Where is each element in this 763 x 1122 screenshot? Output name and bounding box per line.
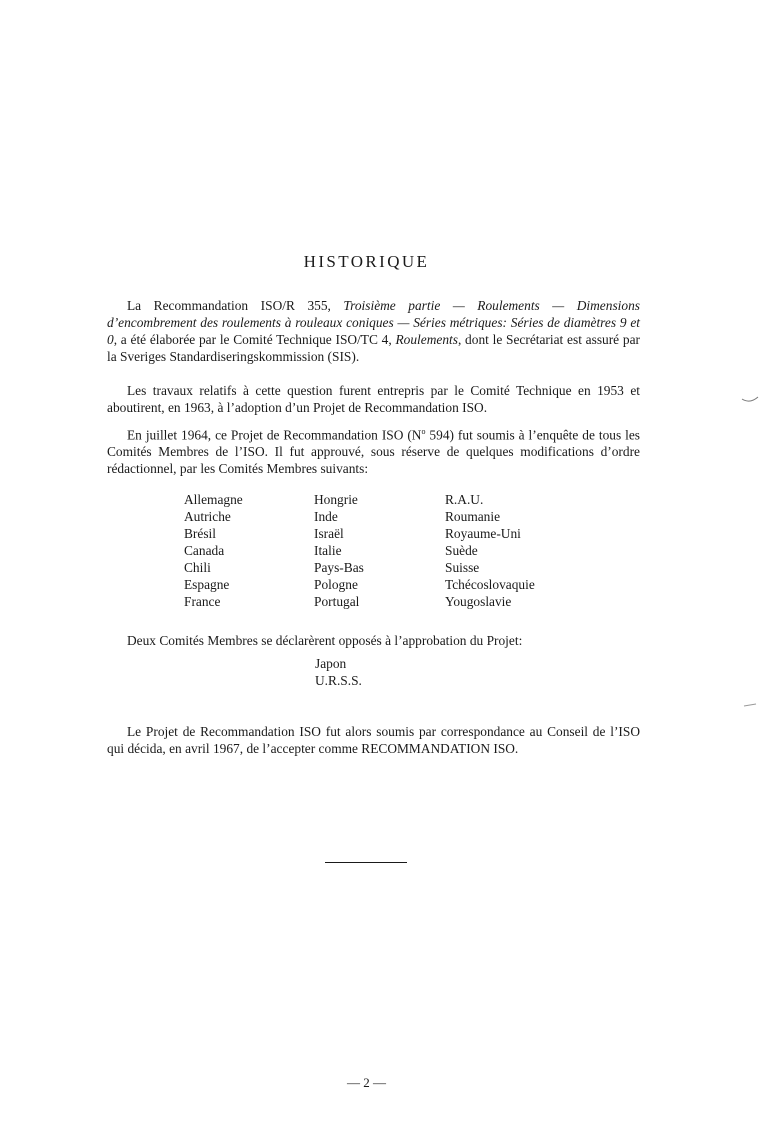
countries-column-3 (445, 491, 535, 610)
country-item: Chili (184, 560, 211, 575)
country-item: Pologne (314, 577, 358, 592)
para3-text-2: 594) fut soumis à l’enquête de tous les Comités Membres de l’ISO. Il fut approuvé, sous réserve de quelques modifications d’ordre rédactionnel, par les Comités Membres suivants: (107, 427, 641, 477)
country-item: U.R.S.S. (315, 673, 362, 688)
country-item: Portugal (314, 594, 360, 609)
para1-text-1: La Recommandation ISO/R 355, (127, 298, 344, 313)
country-item: Allemagne (184, 492, 243, 507)
para1-text-3: , dont le Secrétariat est assuré par la Sveriges Standardiseringskommission (SIS). (107, 332, 640, 364)
country-item: R.A.U. (445, 492, 484, 507)
country-item: Royaume-Uni (445, 526, 521, 541)
countries-column-1 (184, 491, 243, 610)
country-item: Inde (314, 509, 338, 524)
para2-text: Les travaux relatifs à cette question furent entrepris par le Comité Technique en 1953 et aboutirent, en 1963, à l’adoption d’un Projet de Recommandation ISO. (107, 383, 640, 415)
page-title: HISTORIQUE (303, 252, 430, 271)
para1-committee-italic: Roulements (395, 332, 458, 347)
country-item: Canada (184, 543, 225, 558)
country-item: Pays-Bas (314, 560, 364, 575)
para5-text: Le Projet de Recommandation ISO fut alors soumis par correspondance au Conseil de l’ISO qui décida, en avril 1967, de l’accepter comme RECOMMANDATION ISO. (107, 724, 640, 756)
country-item: France (184, 594, 221, 609)
country-item: Suède (445, 543, 478, 558)
country-item: Suisse (445, 560, 480, 575)
countries-column-2 (314, 491, 364, 610)
country-item: Italie (314, 543, 342, 558)
scan-mark-icon (741, 396, 759, 404)
country-item: Israël (314, 526, 344, 541)
opposing-countries-list (315, 655, 362, 689)
country-item: Tchécoslovaquie (445, 577, 535, 592)
section-divider (325, 862, 407, 863)
country-item: Hongrie (314, 492, 358, 507)
para1-title-italic: Troisième partie — Roulements — Dimensions d’encombrement des roulements à rouleaux coniques — Séries métriques: Séries de diamètres 9 et 0 (107, 298, 640, 347)
para3-superscript: o (421, 427, 426, 436)
country-item: Roumanie (445, 509, 501, 524)
scan-mark-icon (743, 702, 757, 708)
para1-text-2: , a été élaborée par le Comité Technique ISO/TC 4, (113, 332, 396, 347)
country-item: Brésil (184, 526, 216, 541)
history-paragraph-2 (107, 382, 640, 416)
page-number: — 2 — (347, 1075, 386, 1090)
para3-text-1: En juillet 1964, ce Projet de Recommandation ISO (N (127, 427, 422, 443)
country-item: Yougoslavie (445, 594, 512, 609)
country-item: Espagne (184, 577, 230, 592)
country-item: Autriche (184, 509, 231, 524)
country-item: Japon (315, 656, 347, 671)
history-paragraph-1 (107, 297, 640, 365)
history-paragraph-4 (127, 632, 647, 649)
history-paragraph-3 (107, 423, 640, 477)
para4-text: Deux Comités Membres se déclarèrent opposés à l’approbation du Projet: (127, 633, 523, 648)
history-paragraph-5 (107, 723, 640, 757)
